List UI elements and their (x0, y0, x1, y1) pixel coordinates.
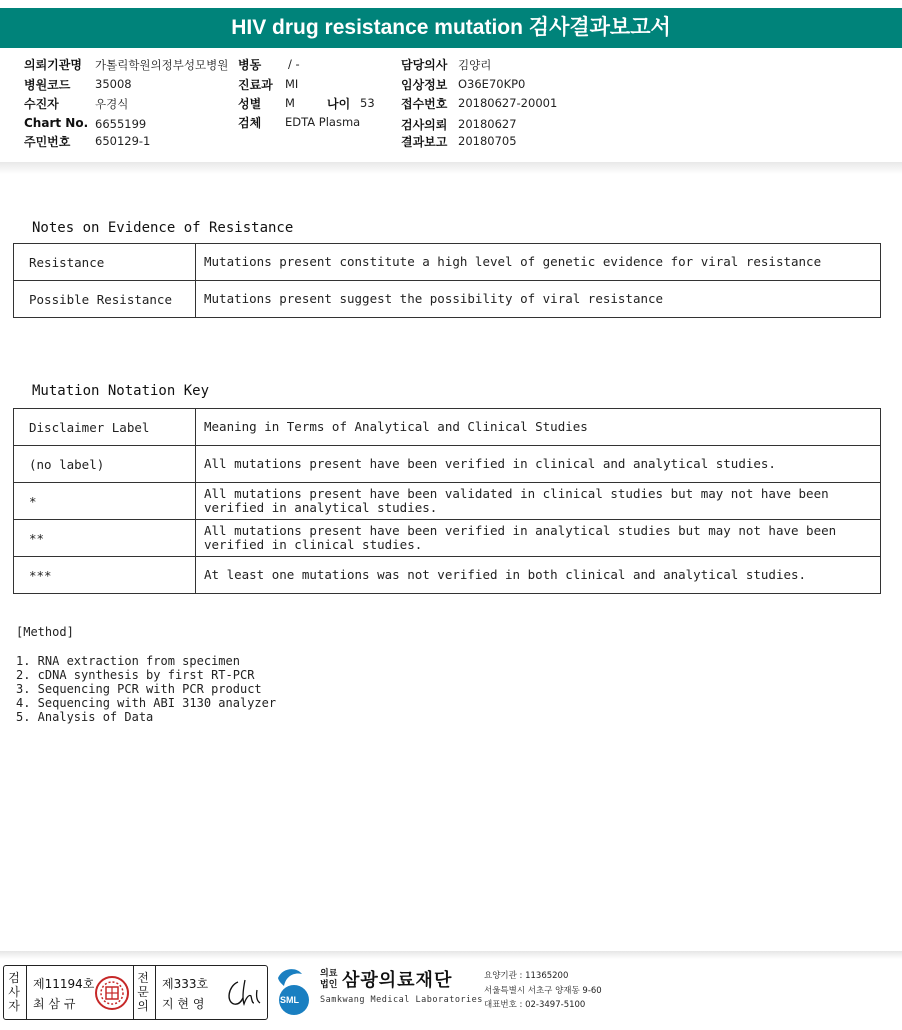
id-label: 주민번호 (24, 135, 71, 149)
specialist-name: 지 현 영 (162, 997, 205, 1011)
key-text-cell: Meaning in Terms of Analytical and Clinical Studies (196, 409, 881, 446)
specimen-value: EDTA Plasma (285, 115, 361, 129)
institution-label: 의뢰기관명 (24, 58, 82, 72)
table-row (14, 446, 881, 483)
handwritten-signature-icon (224, 976, 264, 1010)
table-row (14, 557, 881, 594)
examiner-number: 제11194호 (33, 977, 95, 991)
org-address: 서울특별시 서초구 양재동 9-60 (484, 986, 602, 996)
notes-text-cell: Mutations present constitute a high level of genetic evidence for viral resistance (196, 244, 881, 281)
key-label-cell: (no label) (14, 446, 196, 483)
request-label: 검사의뢰 (401, 118, 448, 132)
key-label-cell: *** (14, 557, 196, 594)
notes-section-title: Notes on Evidence of Resistance (32, 220, 294, 236)
clinical-info-value: O36E70KP0 (458, 77, 526, 91)
key-text-cell: All mutations present have been verified in clinical and analytical studies. (196, 446, 881, 483)
signature-box (3, 965, 268, 1020)
key-text-cell: All mutations present have been validated in clinical studies but may not have been verified in analytical studies. (196, 483, 881, 520)
chart-label: Chart No. (24, 116, 89, 130)
age-value: 53 (360, 96, 375, 110)
notes-text-cell: Mutations present suggest the possibility of viral resistance (196, 281, 881, 318)
ward-value: / - (288, 57, 300, 71)
table-row (14, 409, 881, 446)
receipt-label: 접수번호 (401, 97, 448, 111)
report-date-value: 20180705 (458, 134, 517, 148)
list-item: 5. Analysis of Data (16, 710, 154, 724)
hospital-code-value: 35008 (95, 77, 132, 91)
key-text-cell: All mutations present have been verified in analytical studies but may not have been verified in clinical studies. (196, 520, 881, 557)
method-title: [Method] (16, 625, 74, 639)
header-divider (0, 162, 902, 174)
table-row (14, 244, 881, 281)
footer-divider (0, 951, 902, 959)
institution-value: 가톨릭학원의정부성모병원 (95, 58, 229, 72)
logo-mark: SML (280, 995, 299, 1005)
ward-label: 병동 (238, 58, 262, 72)
key-text-cell: At least one mutations was not verified in both clinical and analytical studies. (196, 557, 881, 594)
specimen-label: 검체 (238, 116, 262, 130)
examiner-vertical-label: 검 사 자 (8, 971, 20, 1013)
table-row (14, 520, 881, 557)
report-title: HIV drug resistance mutation 검사결과보고서 (0, 8, 902, 48)
specialist-vertical-label: 전 문 의 (137, 971, 149, 1013)
org-name: 삼광의료재단 (342, 970, 453, 991)
org-prefix: 의료 법인 (320, 969, 338, 990)
method-steps (16, 654, 276, 724)
hospital-code-label: 병원코드 (24, 78, 71, 92)
notes-label-cell: Resistance (14, 244, 196, 281)
list-item: 3. Sequencing PCR with PCR product (16, 682, 262, 696)
doctor-value: 김양리 (458, 58, 492, 72)
chart-value: 6655199 (95, 117, 147, 131)
report-date-label: 결과보고 (401, 135, 448, 149)
org-phone: 대표번호 : 02-3497-5100 (484, 1000, 586, 1010)
key-table (13, 408, 881, 594)
doctor-label: 담당의사 (401, 58, 448, 72)
dept-label: 진료과 (238, 78, 273, 92)
key-label-cell: * (14, 483, 196, 520)
patient-value: 우경식 (95, 97, 129, 111)
clinical-info-label: 임상정보 (401, 78, 448, 92)
red-seal-icon (94, 975, 130, 1011)
age-label: 나이 (327, 97, 351, 111)
list-item: 4. Sequencing with ABI 3130 analyzer (16, 696, 277, 710)
sml-logo (270, 966, 316, 1016)
table-row (14, 281, 881, 318)
sex-label: 성별 (238, 97, 262, 111)
receipt-value: 20180627-20001 (458, 96, 558, 110)
key-section-title: Mutation Notation Key (32, 383, 210, 399)
table-row (14, 483, 881, 520)
request-value: 20180627 (458, 117, 517, 131)
id-value: 650129-1 (95, 134, 151, 148)
patient-label: 수진자 (24, 97, 59, 111)
notes-table (13, 243, 881, 318)
dept-value: MI (285, 77, 299, 91)
key-label-cell: Disclaimer Label (14, 409, 196, 446)
specialist-number: 제333호 (162, 977, 209, 991)
list-item: 1. RNA extraction from specimen (16, 654, 240, 668)
list-item: 2. cDNA synthesis by first RT-PCR (16, 668, 255, 682)
notes-label-cell: Possible Resistance (14, 281, 196, 318)
org-english-name: Samkwang Medical Laboratories (320, 995, 483, 1005)
sml-logo-icon (270, 966, 316, 1016)
key-label-cell: ** (14, 520, 196, 557)
sex-value: M (285, 96, 295, 110)
institution-code: 요양기관 : 11365200 (484, 971, 569, 981)
examiner-name: 최 삼 규 (33, 997, 76, 1011)
